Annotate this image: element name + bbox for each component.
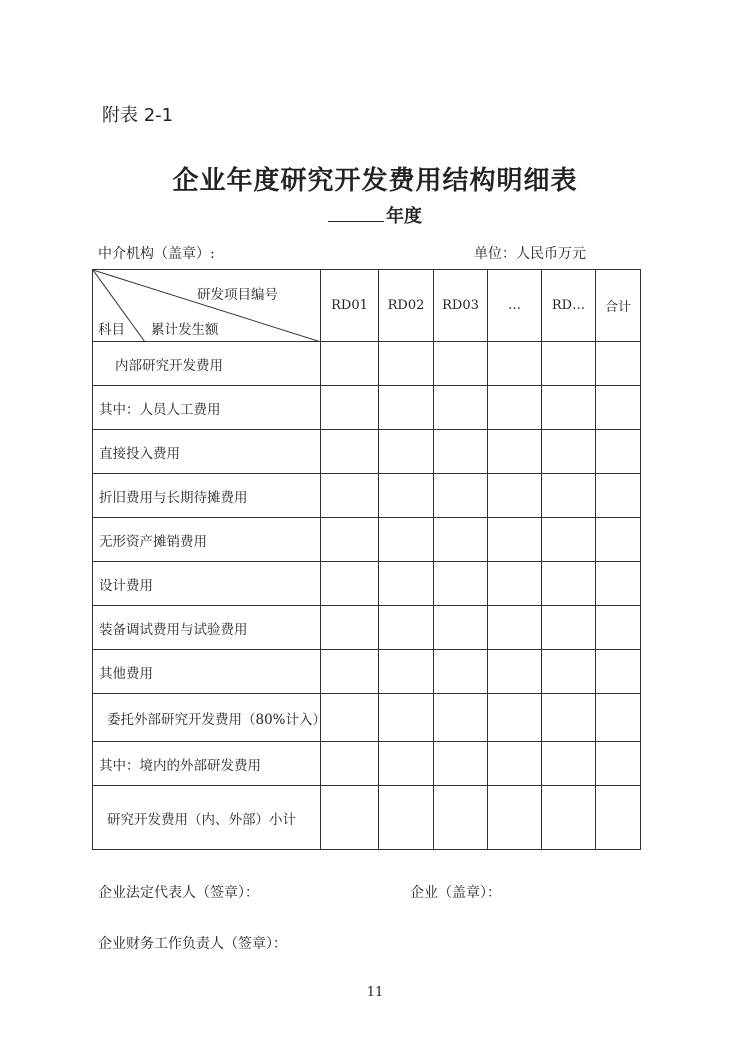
row-label: 其中：境内的外部研发费用	[93, 742, 321, 786]
data-cell	[434, 606, 488, 650]
data-cell	[321, 430, 379, 474]
company-seal: 企业（盖章）：	[410, 885, 501, 901]
legal-rep-signature: 企业法定代表人（签章）：	[98, 885, 259, 901]
data-cell	[434, 474, 488, 518]
data-cell	[596, 650, 641, 694]
data-cell	[488, 562, 542, 606]
data-cell	[379, 386, 434, 430]
row-label: 内部研究开发费用	[93, 342, 321, 386]
data-cell	[488, 742, 542, 786]
data-cell	[434, 386, 488, 430]
row-label: 设计费用	[93, 562, 321, 606]
page-number: 11	[366, 985, 384, 1000]
data-cell	[379, 518, 434, 562]
row-label: 其他费用	[93, 650, 321, 694]
data-cell	[321, 694, 379, 742]
data-cell	[596, 786, 641, 850]
data-cell	[542, 606, 596, 650]
data-cell	[379, 562, 434, 606]
data-cell	[542, 742, 596, 786]
data-cell	[488, 786, 542, 850]
year-suffix: 年度	[386, 206, 422, 227]
data-cell	[321, 606, 379, 650]
data-cell	[488, 518, 542, 562]
data-cell	[542, 474, 596, 518]
data-cell	[542, 786, 596, 850]
data-cell	[596, 474, 641, 518]
data-cell	[596, 562, 641, 606]
column-header: RD…	[542, 270, 596, 342]
data-cell	[321, 650, 379, 694]
table-row	[93, 474, 641, 518]
data-cell	[379, 742, 434, 786]
column-header: …	[488, 270, 542, 342]
data-cell	[488, 694, 542, 742]
finance-head-signature: 企业财务工作负责人（签章）：	[98, 936, 287, 952]
table-row	[93, 562, 641, 606]
column-header: RD03	[434, 270, 488, 342]
corner-header-project: 研发项目编号	[197, 287, 278, 303]
data-cell	[488, 650, 542, 694]
data-cell	[596, 742, 641, 786]
table-row	[93, 430, 641, 474]
data-cell	[321, 562, 379, 606]
data-cell	[434, 650, 488, 694]
detail-table	[92, 269, 641, 850]
data-cell	[542, 518, 596, 562]
data-cell	[434, 342, 488, 386]
row-label: 直接投入费用	[93, 430, 321, 474]
data-cell	[321, 342, 379, 386]
page-title: 企业年度研究开发费用结构明细表	[172, 166, 578, 196]
data-cell	[434, 518, 488, 562]
data-cell	[321, 386, 379, 430]
data-cell	[542, 694, 596, 742]
data-cell	[321, 786, 379, 850]
data-cell	[488, 606, 542, 650]
year-blank-field	[328, 205, 384, 222]
table-row	[93, 742, 641, 786]
data-cell	[542, 342, 596, 386]
data-cell	[596, 518, 641, 562]
row-label: 无形资产摊销费用	[93, 518, 321, 562]
data-cell	[542, 430, 596, 474]
row-label: 折旧费用与长期待摊费用	[93, 474, 321, 518]
data-cell	[488, 474, 542, 518]
data-cell	[321, 518, 379, 562]
data-cell	[434, 786, 488, 850]
table-row	[93, 606, 641, 650]
corner-header-amount: 累计发生额	[151, 322, 219, 338]
row-label: 其中：人员人工费用	[93, 386, 321, 430]
column-header: 合计	[596, 270, 641, 342]
data-cell	[379, 342, 434, 386]
corner-header-cell	[93, 270, 321, 342]
data-cell	[434, 742, 488, 786]
table-row	[93, 342, 641, 386]
data-cell	[379, 650, 434, 694]
data-cell	[379, 786, 434, 850]
data-cell	[434, 430, 488, 474]
row-label: 委托外部研究开发费用（80%计入）	[93, 694, 321, 742]
data-cell	[379, 474, 434, 518]
org-label: 中介机构（盖章）:	[98, 246, 215, 262]
row-label: 研究开发费用（内、外部）小计	[93, 786, 321, 850]
data-cell	[379, 694, 434, 742]
unit-label: 单位：人民币万元	[474, 246, 586, 262]
data-cell	[488, 430, 542, 474]
data-cell	[542, 650, 596, 694]
data-cell	[542, 562, 596, 606]
data-cell	[542, 386, 596, 430]
table-row	[93, 518, 641, 562]
data-cell	[434, 562, 488, 606]
column-header: RD02	[379, 270, 434, 342]
data-cell	[321, 474, 379, 518]
table-row	[93, 386, 641, 430]
data-cell	[596, 606, 641, 650]
data-cell	[596, 694, 641, 742]
data-cell	[379, 606, 434, 650]
table-row	[93, 786, 641, 850]
column-header: RD01	[321, 270, 379, 342]
table-row	[93, 694, 641, 742]
data-cell	[596, 386, 641, 430]
data-cell	[596, 342, 641, 386]
row-label: 装备调试费用与试验费用	[93, 606, 321, 650]
data-cell	[488, 342, 542, 386]
data-cell	[488, 386, 542, 430]
year-line	[0, 202, 750, 228]
corner-header-subject: 科目	[98, 322, 125, 338]
data-cell	[321, 742, 379, 786]
attachment-label: 附表 2-1	[102, 105, 174, 126]
table-row	[93, 650, 641, 694]
data-cell	[596, 430, 641, 474]
data-cell	[379, 430, 434, 474]
data-cell	[434, 694, 488, 742]
